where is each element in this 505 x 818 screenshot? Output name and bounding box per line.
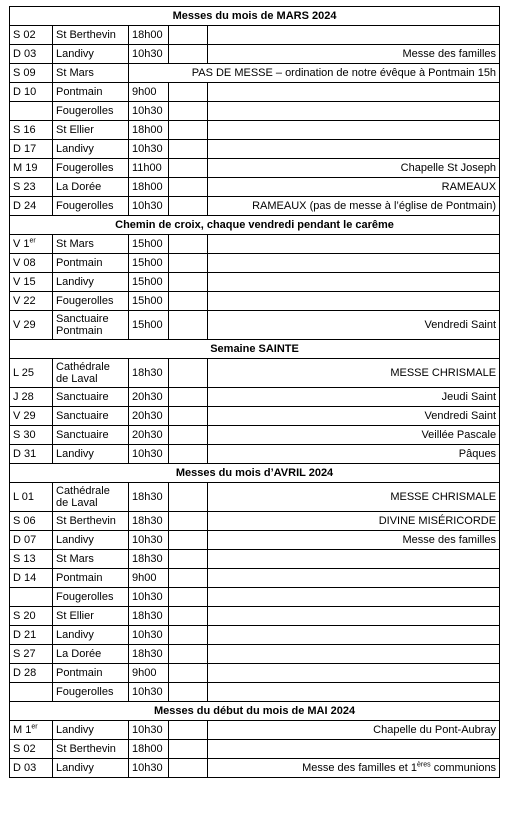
section-header: Semaine SAINTE (10, 340, 500, 359)
empty-cell (169, 159, 208, 178)
section-header-row (10, 702, 500, 721)
place-cell: Landivy (53, 721, 129, 740)
empty-cell (169, 26, 208, 45)
time-cell: 10h30 (129, 626, 169, 645)
place-cell: La Dorée (53, 178, 129, 197)
note-cell: Messe des familles (208, 45, 500, 64)
empty-cell (169, 359, 208, 388)
schedule-row (10, 550, 500, 569)
empty-cell (169, 588, 208, 607)
place-cell: St Ellier (53, 121, 129, 140)
time-cell: 15h00 (129, 311, 169, 340)
day-cell: V 08 (10, 254, 53, 273)
empty-cell (169, 569, 208, 588)
day-cell: D 21 (10, 626, 53, 645)
place-cell: Sanctuaire (53, 388, 129, 407)
time-cell: 10h30 (129, 445, 169, 464)
schedule-row (10, 645, 500, 664)
place-cell: Cathédrale de Laval (53, 359, 129, 388)
time-cell: 10h30 (129, 759, 169, 778)
section-header: Messes du début du mois de MAI 2024 (10, 702, 500, 721)
schedule-row (10, 588, 500, 607)
empty-cell (169, 483, 208, 512)
place-cell: St Mars (53, 64, 129, 83)
place-cell: St Berthevin (53, 740, 129, 759)
empty-cell (169, 254, 208, 273)
day-cell: D 03 (10, 759, 53, 778)
empty-cell (169, 311, 208, 340)
schedule-row (10, 388, 500, 407)
empty-cell (169, 140, 208, 159)
day-ordinal: er (29, 237, 36, 245)
day-cell: S 02 (10, 26, 53, 45)
time-cell: 20h30 (129, 426, 169, 445)
day-cell: J 28 (10, 388, 53, 407)
day-cell: S 09 (10, 64, 53, 83)
schedule-row (10, 407, 500, 426)
day-cell: V 22 (10, 292, 53, 311)
time-cell: 18h00 (129, 26, 169, 45)
day-ordinal: er (31, 723, 38, 731)
schedule-row (10, 197, 500, 216)
time-cell: 20h30 (129, 407, 169, 426)
day-cell: D 14 (10, 569, 53, 588)
place-cell: Fougerolles (53, 683, 129, 702)
place-cell: Fougerolles (53, 102, 129, 121)
time-cell: 10h30 (129, 531, 169, 550)
empty-cell (169, 512, 208, 531)
schedule-row (10, 254, 500, 273)
place-cell: Sanctuaire Pontmain (53, 311, 129, 340)
time-cell: 18h30 (129, 550, 169, 569)
empty-cell (169, 102, 208, 121)
time-cell: 10h30 (129, 140, 169, 159)
place-cell: St Ellier (53, 607, 129, 626)
note-cell: DIVINE MISÉRICORDE (208, 512, 500, 531)
empty-cell (169, 45, 208, 64)
note-cell (208, 254, 500, 273)
time-cell: 15h00 (129, 235, 169, 254)
note-cell (208, 121, 500, 140)
schedule-row (10, 83, 500, 102)
time-cell: 18h30 (129, 483, 169, 512)
schedule-row (10, 26, 500, 45)
schedule-row (10, 512, 500, 531)
day-cell (10, 588, 53, 607)
time-cell: 15h00 (129, 273, 169, 292)
schedule-row (10, 311, 500, 340)
section-header: Chemin de croix, chaque vendredi pendant le carême (10, 216, 500, 235)
place-cell: Landivy (53, 759, 129, 778)
schedule-row (10, 292, 500, 311)
day-cell: S 27 (10, 645, 53, 664)
place-cell: St Mars (53, 550, 129, 569)
schedule-row (10, 683, 500, 702)
schedule-row (10, 569, 500, 588)
time-cell: 9h00 (129, 664, 169, 683)
day-cell: V 15 (10, 273, 53, 292)
schedule-row (10, 626, 500, 645)
schedule-row (10, 740, 500, 759)
place-cell: Fougerolles (53, 197, 129, 216)
day-cell: L 01 (10, 483, 53, 512)
schedule-row (10, 64, 500, 83)
time-cell: 9h00 (129, 569, 169, 588)
note-cell: Vendredi Saint (208, 311, 500, 340)
day-cell: M 1er (10, 721, 53, 740)
empty-cell (169, 607, 208, 626)
note-cell (208, 292, 500, 311)
schedule-row (10, 483, 500, 512)
place-cell: St Mars (53, 235, 129, 254)
empty-cell (169, 273, 208, 292)
schedule-row (10, 273, 500, 292)
time-cell: 18h00 (129, 740, 169, 759)
day-cell: V 29 (10, 311, 53, 340)
schedule-row (10, 45, 500, 64)
schedule-row (10, 445, 500, 464)
place-cell: La Dorée (53, 645, 129, 664)
note-cell (208, 626, 500, 645)
empty-cell (169, 178, 208, 197)
note-cell (208, 102, 500, 121)
empty-cell (169, 121, 208, 140)
section-header-row (10, 216, 500, 235)
place-cell: Pontmain (53, 83, 129, 102)
empty-cell (169, 531, 208, 550)
note-cell: Jeudi Saint (208, 388, 500, 407)
schedule-row (10, 178, 500, 197)
empty-cell (169, 645, 208, 664)
time-cell: 10h30 (129, 197, 169, 216)
empty-cell (169, 388, 208, 407)
schedule-row (10, 121, 500, 140)
time-cell: 15h00 (129, 292, 169, 311)
schedule-row (10, 159, 500, 178)
schedule-row (10, 759, 500, 778)
note-cell (208, 83, 500, 102)
day-cell (10, 102, 53, 121)
empty-cell (169, 664, 208, 683)
note-cell (208, 683, 500, 702)
note-cell: MESSE CHRISMALE (208, 483, 500, 512)
note-cell (208, 664, 500, 683)
note-cell (208, 26, 500, 45)
day-cell: D 28 (10, 664, 53, 683)
note-cell (208, 607, 500, 626)
place-cell: Pontmain (53, 664, 129, 683)
time-cell: 15h00 (129, 254, 169, 273)
schedule-row (10, 140, 500, 159)
note-cell: MESSE CHRISMALE (208, 359, 500, 388)
schedule-row (10, 664, 500, 683)
time-cell: 18h30 (129, 645, 169, 664)
day-cell: L 25 (10, 359, 53, 388)
schedule-row (10, 359, 500, 388)
note-cell (208, 140, 500, 159)
note-cell: Vendredi Saint (208, 407, 500, 426)
note-cell: Chapelle du Pont-Aubray (208, 721, 500, 740)
place-cell: Sanctuaire (53, 426, 129, 445)
place-cell: Landivy (53, 626, 129, 645)
note-cell: Messe des familles (208, 531, 500, 550)
place-cell: St Berthevin (53, 512, 129, 531)
time-cell: 10h30 (129, 45, 169, 64)
empty-cell (169, 197, 208, 216)
empty-cell (169, 445, 208, 464)
section-header-row (10, 340, 500, 359)
time-cell: 20h30 (129, 388, 169, 407)
place-cell: Landivy (53, 45, 129, 64)
empty-cell (169, 426, 208, 445)
note-cell: Messe des familles et 1ères communions (208, 759, 500, 778)
place-cell: Landivy (53, 531, 129, 550)
note-cell (208, 740, 500, 759)
note-cell (208, 550, 500, 569)
section-header-row (10, 7, 500, 26)
place-cell: Sanctuaire (53, 407, 129, 426)
day-cell: S 23 (10, 178, 53, 197)
day-cell: S 20 (10, 607, 53, 626)
time-cell: 18h30 (129, 359, 169, 388)
place-cell: Landivy (53, 140, 129, 159)
note-ordinal: ères (417, 761, 431, 769)
day-cell (10, 683, 53, 702)
schedule-row (10, 607, 500, 626)
empty-cell (169, 83, 208, 102)
empty-cell (169, 683, 208, 702)
time-cell: 18h00 (129, 178, 169, 197)
time-cell: 11h00 (129, 159, 169, 178)
day-cell: V 29 (10, 407, 53, 426)
place-cell: Cathédrale de Laval (53, 483, 129, 512)
day-cell: S 16 (10, 121, 53, 140)
note-cell (208, 645, 500, 664)
empty-cell (169, 759, 208, 778)
place-cell: Landivy (53, 445, 129, 464)
day-cell: S 30 (10, 426, 53, 445)
note-cell: Chapelle St Joseph (208, 159, 500, 178)
section-header: Messes du mois d’AVRIL 2024 (10, 464, 500, 483)
note-cell: RAMEAUX (pas de messe à l’église de Pontmain) (208, 197, 500, 216)
mass-schedule-table (9, 6, 500, 778)
time-cell: 9h00 (129, 83, 169, 102)
place-cell: Pontmain (53, 569, 129, 588)
day-cell: D 07 (10, 531, 53, 550)
day-cell: D 03 (10, 45, 53, 64)
section-header: Messes du mois de MARS 2024 (10, 7, 500, 26)
section-header-row (10, 464, 500, 483)
note-cell: Veillée Pascale (208, 426, 500, 445)
empty-cell (169, 740, 208, 759)
place-cell: Pontmain (53, 254, 129, 273)
time-cell: 10h30 (129, 102, 169, 121)
note-cell: RAMEAUX (208, 178, 500, 197)
empty-cell (169, 292, 208, 311)
day-cell: D 10 (10, 83, 53, 102)
time-cell: 18h30 (129, 607, 169, 626)
day-cell: D 31 (10, 445, 53, 464)
schedule-row (10, 721, 500, 740)
empty-cell (169, 626, 208, 645)
schedule-row (10, 531, 500, 550)
empty-cell (169, 550, 208, 569)
place-cell: St Berthevin (53, 26, 129, 45)
time-cell: 18h00 (129, 121, 169, 140)
day-cell: S 06 (10, 512, 53, 531)
place-cell: Landivy (53, 273, 129, 292)
note-tail: communions (430, 762, 497, 774)
schedule-row (10, 426, 500, 445)
time-cell: 10h30 (129, 588, 169, 607)
schedule-row (10, 102, 500, 121)
note-cell: PAS DE MESSE – ordination de notre évêque à Pontmain 15h (129, 64, 500, 83)
schedule-row (10, 235, 500, 254)
day-cell: V 1er (10, 235, 53, 254)
place-cell: Fougerolles (53, 292, 129, 311)
day-cell: S 02 (10, 740, 53, 759)
empty-cell (169, 235, 208, 254)
day-cell: S 13 (10, 550, 53, 569)
day-cell: M 19 (10, 159, 53, 178)
empty-cell (169, 407, 208, 426)
time-cell: 10h30 (129, 683, 169, 702)
note-cell (208, 235, 500, 254)
empty-cell (169, 721, 208, 740)
place-cell: Fougerolles (53, 159, 129, 178)
note-cell (208, 588, 500, 607)
note-cell (208, 273, 500, 292)
note-cell (208, 569, 500, 588)
note-cell: Pâques (208, 445, 500, 464)
place-cell: Fougerolles (53, 588, 129, 607)
time-cell: 10h30 (129, 721, 169, 740)
time-cell: 18h30 (129, 512, 169, 531)
day-cell: D 17 (10, 140, 53, 159)
day-cell: D 24 (10, 197, 53, 216)
